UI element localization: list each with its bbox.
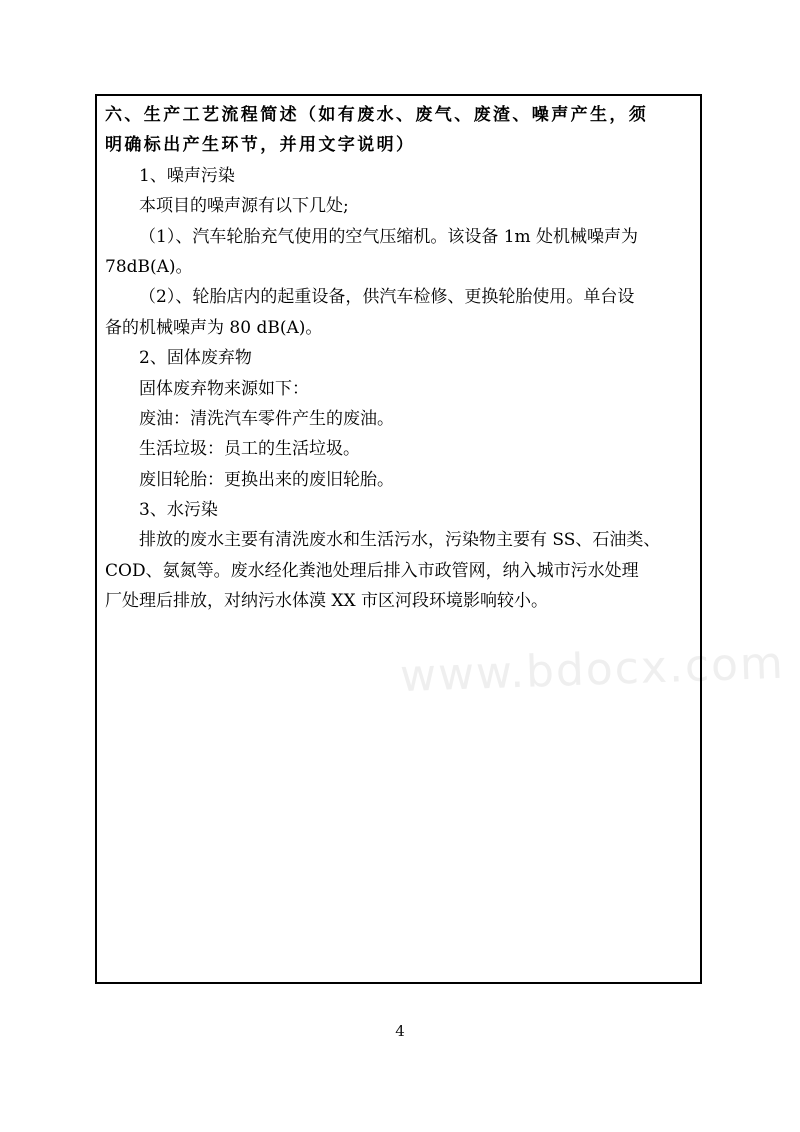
solid-waste-item-oil: 废油：清洗汽车零件产生的废油。 xyxy=(139,408,394,429)
noise-item-1-line-2: 78dB(A)。 xyxy=(105,256,193,277)
water-title: 3、水污染 xyxy=(139,500,218,521)
section-heading-line-1: 六、生产工艺流程简述（如有废水、废气、废渣、噪声产生，须 xyxy=(105,105,649,125)
page-number: 4 xyxy=(395,1022,405,1040)
form-section-box xyxy=(95,94,702,984)
noise-intro: 本项目的噪声源有以下几处; xyxy=(139,196,349,217)
solid-waste-title: 2、固体废弃物 xyxy=(139,348,252,369)
noise-title: 1、噪声污染 xyxy=(139,165,235,186)
section-heading-line-2: 明确标出产生环节，并用文字说明） xyxy=(105,135,416,156)
water-paragraph-line-3: 厂处理后排放，对纳污水体漠 XX 市区河段环境影响较小。 xyxy=(105,591,549,612)
noise-item-2-line-1: （2）、轮胎店内的起重设备，供汽车检修、更换轮胎使用。单台设 xyxy=(139,287,635,308)
solid-waste-item-tires: 废旧轮胎：更换出来的废旧轮胎。 xyxy=(139,469,394,490)
water-paragraph-line-2: COD、氨氮等。废水经化粪池处理后排入市政管网，纳入城市污水处理 xyxy=(105,560,639,581)
solid-waste-intro: 固体废弃物来源如下： xyxy=(139,378,309,399)
solid-waste-item-garbage: 生活垃圾：员工的生活垃圾。 xyxy=(139,439,360,460)
noise-item-2-line-2: 备的机械噪声为 80 dB(A)。 xyxy=(105,317,323,338)
noise-item-1-line-1: （1）、汽车轮胎充气使用的空气压缩机。该设备 1m 处机械噪声为 xyxy=(139,226,639,247)
section-content xyxy=(105,100,694,617)
watermark: www.bdocx.com xyxy=(399,637,786,703)
water-paragraph-line-1: 排放的废水主要有清洗废水和生活污水，污染物主要有 SS、石油类、 xyxy=(139,530,661,551)
